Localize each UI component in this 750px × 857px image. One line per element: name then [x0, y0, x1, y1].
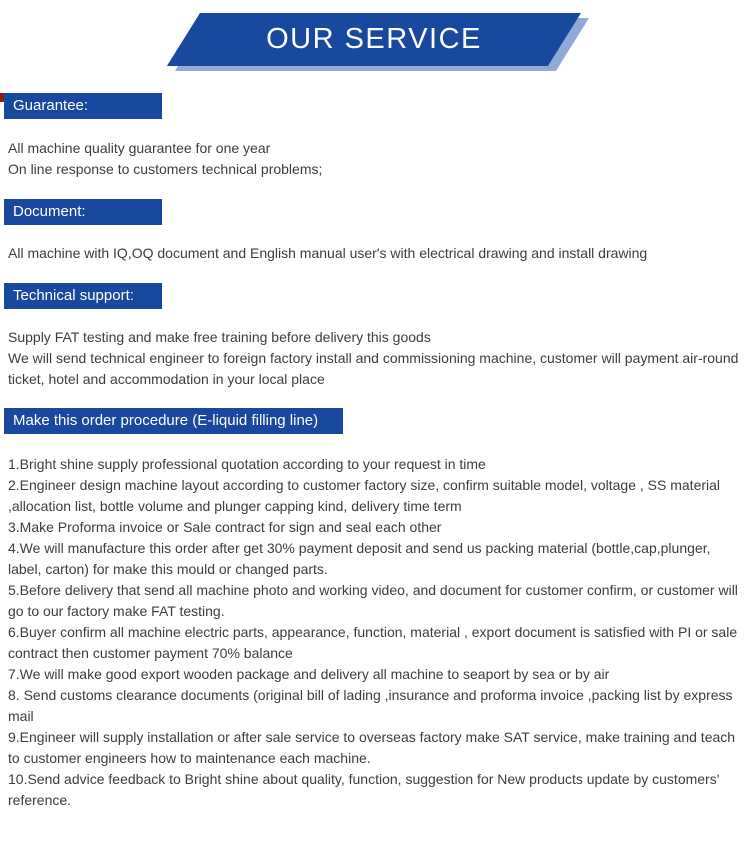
text-line: On line response to customers technical problems; [8, 161, 323, 177]
section-heading-document: Document: [4, 199, 162, 225]
list-item: 8. Send customs clearance documents (original bill of lading ,insurance and proforma invoice ,packing list by express mail [8, 687, 733, 724]
section-heading-order-procedure: Make this order procedure (E-liquid filling line) [4, 408, 343, 434]
list-item: 3.Make Proforma invoice or Sale contract for sign and seal each other [8, 519, 442, 535]
page-title: OUR SERVICE [266, 23, 482, 55]
list-item: 2.Engineer design machine layout according to customer factory size, confirm suitable model, voltage , SS material ,allocation list, bottle volume and plunger capping kind, delivery time term [8, 477, 721, 514]
section-heading-technical-support: Technical support: [4, 283, 162, 309]
list-item: 5.Before delivery that send all machine photo and working video, and document for customer confirm, or customer will go to our factory make FAT testing. [8, 582, 738, 619]
text-line: All machine quality guarantee for one year [8, 140, 271, 156]
order-procedure-list [8, 454, 742, 811]
list-item: 1.Bright shine supply professional quotation according to your request in time [8, 456, 486, 472]
list-item: 4.We will manufacture this order after get 30% payment deposit and send us packing material (bottle,cap,plunger, label, carton) for make this mould or changed parts. [8, 540, 711, 577]
text-line: We will send technical engineer to foreign factory install and commissioning machine, customer will payment air-round ticket, hotel and accommodation in your local place [8, 350, 739, 387]
text-line: Supply FAT testing and make free training before delivery this goods [8, 329, 431, 345]
text-line: All machine with IQ,OQ document and English manual user's with electrical drawing and install drawing [8, 245, 648, 261]
section-heading-guarantee: Guarantee: [4, 93, 162, 119]
document-text [8, 243, 742, 264]
list-item: 9.Engineer will supply installation or after sale service to overseas factory make SAT service, make training and teach to customer engineers how to maintenance each machine. [8, 729, 736, 766]
list-item: 6.Buyer confirm all machine electric parts, appearance, function, material , export document is satisfied with PI or sale contract then customer payment 70% balance [8, 624, 738, 661]
guarantee-text [8, 138, 742, 180]
list-item: 10.Send advice feedback to Bright shine about quality, function, suggestion for New products update by customers' reference. [8, 771, 720, 808]
technical-support-text [8, 327, 742, 390]
list-item: 7.We will make good export wooden package and delivery all machine to seaport by sea or by air [8, 666, 610, 682]
